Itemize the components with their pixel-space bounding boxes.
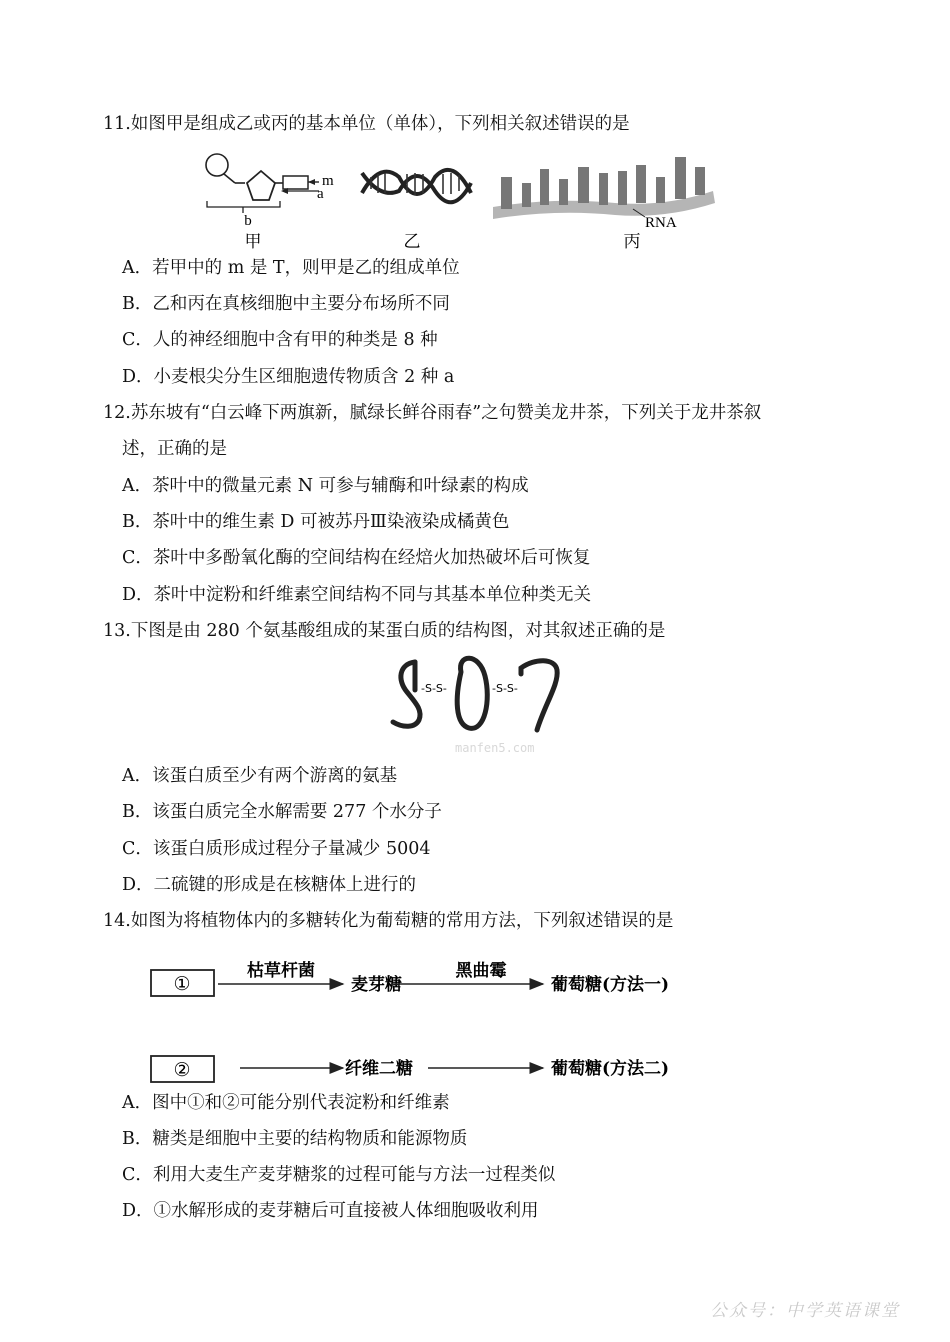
box-1-label: ① (173, 973, 191, 995)
nucleotide-diagram (206, 154, 334, 252)
enzyme-1-label: 枯草杆菌 (247, 961, 315, 981)
footer-watermark: 公众号：中学英语课堂 (710, 1301, 900, 1321)
polysaccharide-flow-figure (148, 950, 693, 1088)
label-jia: 甲 (244, 232, 262, 252)
phosphate-circle (206, 154, 228, 176)
q11-option-a: A．若甲中的 m 是 T，则甲是乙的组成单位 (122, 258, 460, 278)
q14-stem: 14.如图为将植物体内的多糖转化为葡萄糖的常用方法，下列叙述错误的是 (103, 911, 674, 931)
q13-option-c: C．该蛋白质形成过程分子量减少 5004 (122, 839, 431, 859)
base-rect (283, 176, 308, 189)
q11-option-c: C．人的神经细胞中含有甲的种类是 8 种 (122, 330, 438, 350)
disulfide-bond-1: -S-S- (421, 682, 447, 695)
q13-option-b: B．该蛋白质完全水解需要 277 个水分子 (122, 802, 442, 822)
label-b: b (244, 213, 252, 229)
protein-structure-figure (385, 648, 570, 740)
q12-option-b: B．茶叶中的维生素 D 可被苏丹Ⅲ染液染成橘黄色 (122, 512, 510, 532)
rna-strand (493, 157, 715, 252)
q12-stem-line2: 述，正确的是 (122, 439, 227, 459)
brace-b (207, 201, 280, 207)
pentose-pentagon (247, 171, 275, 200)
q11-stem: 11.如图甲是组成乙或丙的基本单位（单体），下列相关叙述错误的是 (103, 114, 630, 134)
q11-option-b: B．乙和丙在真核细胞中主要分布场所不同 (122, 294, 450, 314)
q14-option-c: C．利用大麦生产麦芽糖浆的过程可能与方法一过程类似 (122, 1165, 556, 1185)
maltose-label: 麦芽糖 (351, 975, 402, 995)
enzyme-2-label: 黑曲霉 (455, 961, 507, 981)
q12-option-a: A．茶叶中的微量元素 N 可参与辅酶和叶绿素的构成 (122, 476, 529, 496)
box-2-label: ② (173, 1059, 191, 1081)
q12-stem-line1: 12.苏东坡有“白云峰下两旗新，腻绿长鲜谷雨春”之句赞美龙井茶，下列关于龙井茶叙 (103, 403, 762, 423)
label-bing: 丙 (623, 232, 641, 252)
q11-option-d: D．小麦根尖分生区细胞遗传物质含 2 种 a (122, 367, 455, 387)
label-m: m (322, 173, 334, 189)
q13-stem: 13.下图是由 280 个氨基酸组成的某蛋白质的结构图，对其叙述正确的是 (103, 621, 666, 641)
glucose-method2-label: 葡萄糖(方法二) (551, 1059, 670, 1079)
faint-watermark: manfen5.com (455, 741, 535, 755)
q14-option-d: D．①水解形成的麦芽糖后可直接被人体细胞吸收利用 (122, 1201, 539, 1221)
label-yi: 乙 (403, 232, 421, 252)
q14-option-b: B．糖类是细胞中主要的结构物质和能源物质 (122, 1129, 468, 1149)
q12-option-c: C．茶叶中多酚氧化酶的空间结构在经焙火加热破坏后可恢复 (122, 548, 591, 568)
q14-option-a: A．图中①和②可能分别代表淀粉和纤维素 (122, 1093, 450, 1113)
q13-option-d: D．二硫键的形成是在核糖体上进行的 (122, 875, 417, 895)
disulfide-bond-2: -S-S- (492, 682, 518, 695)
q11-figure (195, 147, 725, 255)
label-a: a (317, 186, 324, 202)
q12-option-d: D．茶叶中淀粉和纤维素空间结构不同与其基本单位种类无关 (122, 585, 592, 605)
q13-option-a: A．该蛋白质至少有两个游离的氨基 (122, 766, 398, 786)
label-rna: RNA (645, 215, 677, 231)
dna-helix (362, 170, 471, 252)
glucose-method1-label: 葡萄糖(方法一) (551, 975, 670, 995)
cellobiose-label: 纤维二糖 (345, 1059, 413, 1079)
